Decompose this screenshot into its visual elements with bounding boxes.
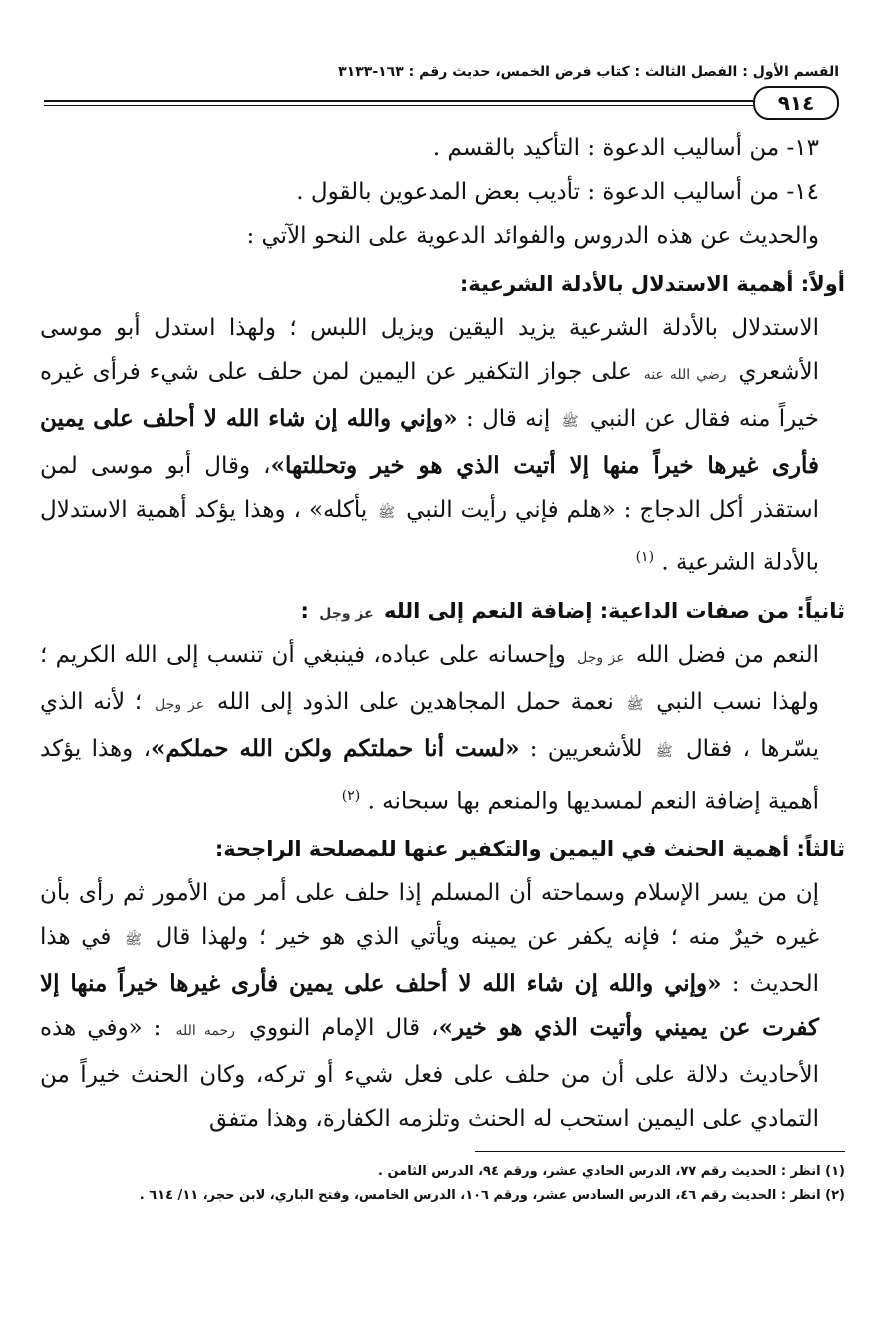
- footnote: (١) انظر : الحديث رقم ٧٧، الدرس الحادي عشر، ورقم ٩٤، الدرس الثامن .: [378, 1164, 845, 1180]
- text-run: على جواز التكفير عن اليمين لمن حلف على شيء فرأى غيره خيراً منه فقال عن النبي: [40, 359, 820, 432]
- text-run: في هذا الحديث :: [40, 924, 819, 998]
- heading-text: :: [300, 598, 309, 623]
- text-run: ، قال الإمام النووي: [248, 1015, 439, 1042]
- page-number-badge: ٩١٤: [753, 86, 839, 120]
- text-run: ، وهذا يؤكد أهمية إضافة النعم لمسديها والمنعم بها سبحانه .: [40, 735, 819, 815]
- honorific-mark: رحمه الله: [175, 1023, 235, 1040]
- text-run: للأشعريين :: [529, 735, 643, 762]
- honorific-mark: عز وجل: [319, 605, 374, 622]
- text-run: وإحسانه على عباده، فينبغي أن تنسب إلى الله الكريم ؛ ولهذا نسب النبي: [40, 641, 820, 715]
- section-second-paragraph: [40, 633, 845, 824]
- header-rule-row: [40, 86, 845, 126]
- text-run: نعمة حمل المجاهدين على الذود إلى الله: [216, 688, 614, 715]
- honorific-mark: ﷺ: [626, 696, 644, 713]
- honorific-mark: ﷺ: [655, 743, 673, 760]
- book-page: [40, 50, 845, 1208]
- honorific-mark: عز وجل: [577, 649, 625, 666]
- honorific-mark: عز وجل: [155, 696, 205, 713]
- honorific-mark: ﷺ: [378, 505, 396, 521]
- honorific-mark: رضي الله عنه: [643, 367, 727, 383]
- section-heading-second: [40, 599, 845, 623]
- section-first-paragraph: [40, 306, 845, 585]
- footnote-ref[interactable]: (١): [635, 549, 655, 565]
- list-item: ١٣- من أساليب الدعوة : التأكيد بالقسم .: [432, 135, 819, 161]
- header-double-rule: [44, 100, 753, 106]
- hadith-quote: «لست أنا حملتكم ولكن الله حملكم»: [151, 734, 520, 762]
- section-heading-third: ثالثاً: أهمية الحنث في اليمين والتكفير عنها للمصلحة الراجحة:: [214, 837, 845, 862]
- section-third-paragraph: [40, 871, 845, 1141]
- section-heading-first: أولاً: أهمية الاستدلال بالأدلة الشرعية:: [459, 272, 845, 296]
- honorific-mark: ﷺ: [125, 932, 142, 949]
- text-run: النعم من فضل الله: [635, 641, 820, 668]
- text-run: : «وفي هذه الأحاديث دلالة على أن من حلف على فعل شيء أو تركه، وكان الحنث خيراً من التمادي على اليمين استحب له الحنث وتلزمه الكفارة، وهذا متفق: [40, 1015, 819, 1133]
- text-run: الاستدلال بالأدلة الشرعية يزيد اليقين ويزيل اللبس ؛ ولهذا استدل أبو موسى الأشعري: [40, 315, 820, 385]
- text-run: ؛ لأنه الذي يسّرها ، فقال: [40, 688, 820, 762]
- hadith-quote: «وإني والله إن شاء الله لا أحلف على يمين فأرى غيرها خيراً منها إلا كفرت عن يميني وأتيت الذي هو خير»: [40, 970, 819, 1042]
- list-item: ١٤- من أساليب الدعوة : تأديب بعض المدعوين بالقول .: [296, 179, 819, 205]
- text-run: يأكله» ، وهذا يؤكد أهمية الاستدلال بالأدلة الشرعية .: [40, 497, 819, 576]
- footnote: (٢) انظر : الحديث رقم ٤٦، الدرس السادس عشر، ورقم ١٠٦، الدرس الخامس، وفتح الباري، لابن حجر، ١١/ ٦١٤ .: [139, 1188, 845, 1204]
- text-run: ، وقال أبو موسى لمن استقذر أكل الدجاج : «هلم فإني رأيت النبي: [40, 453, 820, 523]
- text-run: إنه قال :: [465, 406, 551, 432]
- intro-paragraph: والحديث عن هذه الدروس والفوائد الدعوية على النحو الآتي :: [246, 223, 819, 249]
- footnote-divider: [475, 1151, 845, 1152]
- heading-text: ثانياً: من صفات الداعية: إضافة النعم إلى الله: [383, 598, 845, 623]
- running-header: القسم الأول : الفصل الثالث : كتاب فرض الخمس، حديث رقم : ١٦٣-٣١٣٣: [338, 64, 839, 80]
- footnote-ref[interactable]: (٢): [341, 787, 361, 804]
- text-run: إن من يسر الإسلام وسماحته أن المسلم إذا حلف على أمر من الأمور ثم رأى بأن غيره خيرٌ منه ؛ فإنه يكفر عن يمينه ويأتي الذي هو خير ؛ ولهذا قال: [40, 880, 820, 951]
- hadith-quote: «وإني والله إن شاء الله لا أحلف على يمين فأرى غيرها خيراً منها إلا أتيت الذي هو خير وتحللتها»: [40, 405, 820, 479]
- honorific-mark: ﷺ: [561, 414, 579, 430]
